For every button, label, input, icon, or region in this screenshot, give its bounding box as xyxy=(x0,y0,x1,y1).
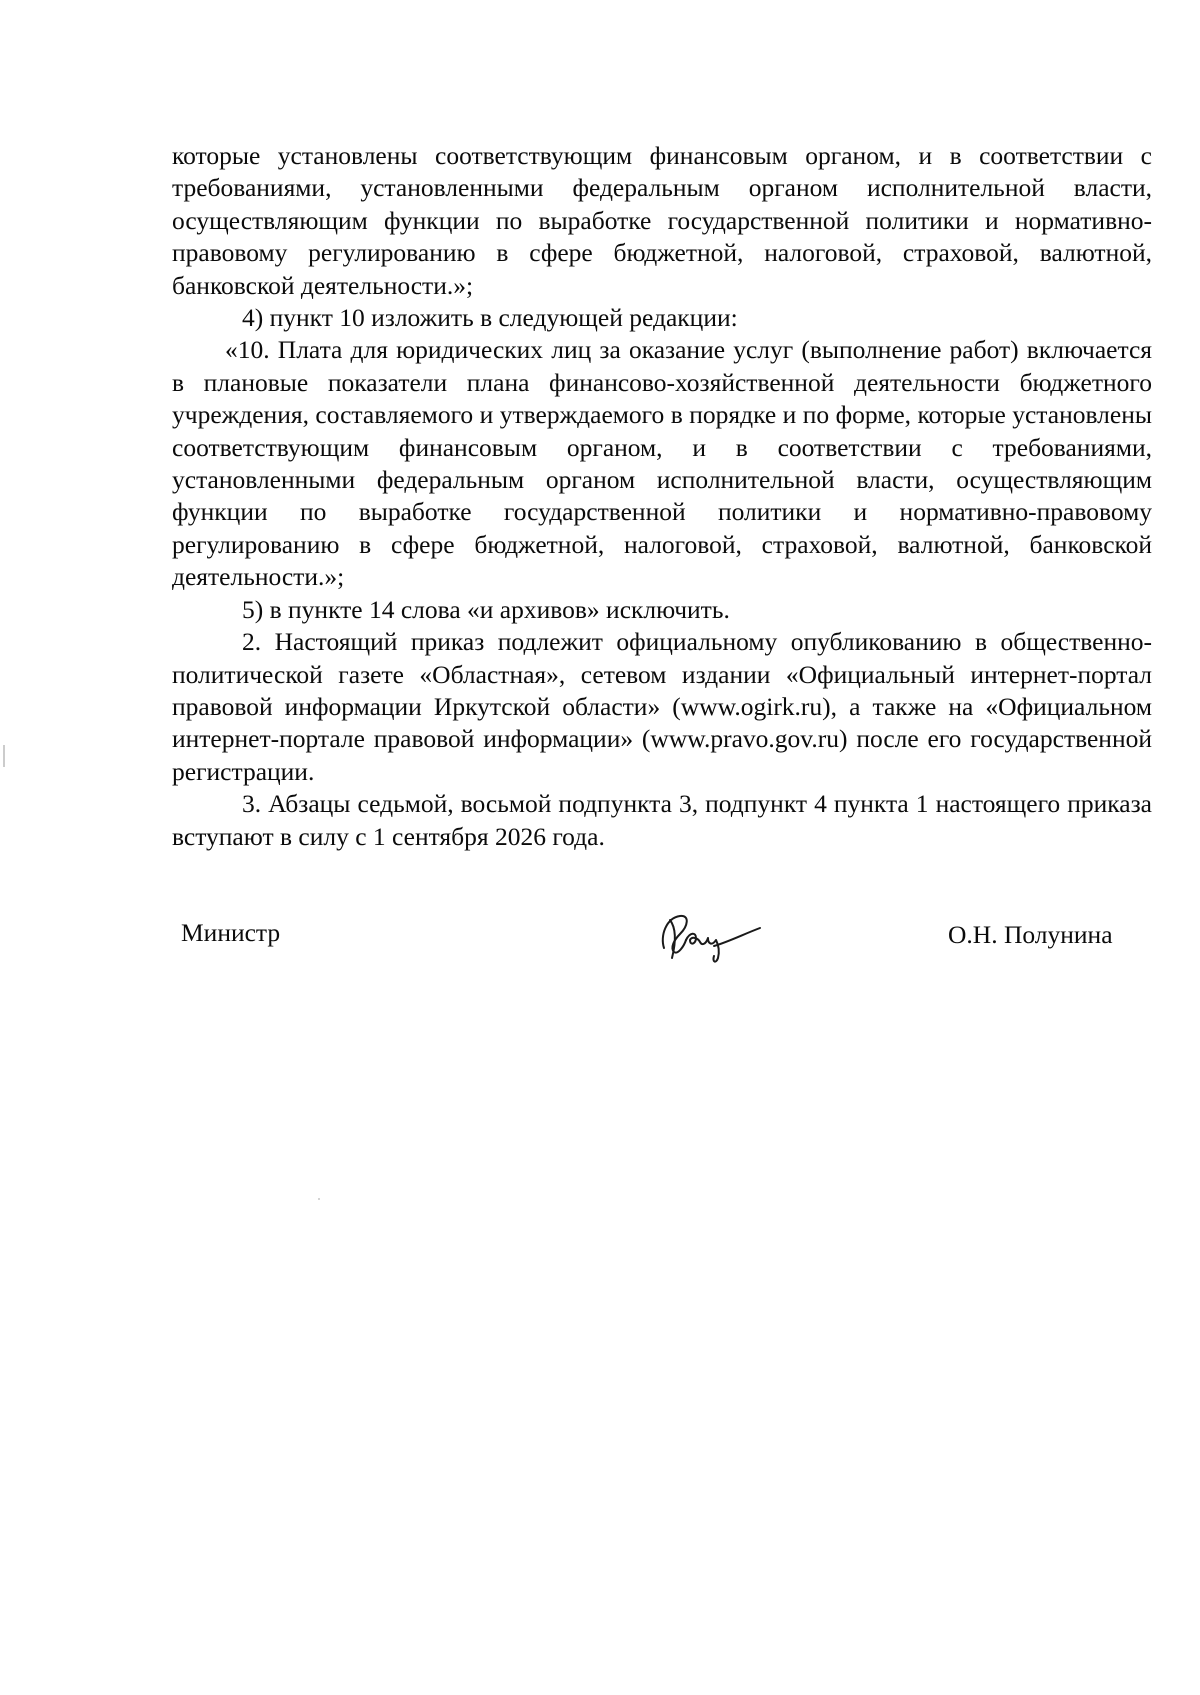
paragraph-item-4: 4) пункт 10 изложить в следующей редакции: xyxy=(242,303,738,333)
paragraph-quoted-point-10: «10. Плата для юридических лиц за оказание услуг (выполнение работ) включается в плановые показатели плана финансово-хозяйственной деятельности бюджетного учреждения, составляемого и утверждаемого в порядке и по форме, которые установлены соответствующим финансовым органом, и в соответствии с требованиями, установленными федеральным органом исполнительной власти, осуществляющим функции по выработке государственной политики и нормативно-правовому регулированию в сфере бюджетной, налоговой, страховой, валютной, банковской деятельности.»; xyxy=(172,335,1152,592)
signatory-name: О.Н. Полунина xyxy=(948,920,1113,949)
scan-speck xyxy=(318,1198,320,1200)
paragraph-point-3: 3. Абзацы седьмой, восьмой подпункта 3, подпункт 4 пункта 1 настоящего приказа вступают в силу с 1 сентября 2026 года. xyxy=(172,789,1152,851)
paragraph-point-2: 2. Настоящий приказ подлежит официальному опубликованию в общественно-политической газете «Областная», сетевом издании «Официальный интернет-портал правовой информации Иркутской области» (www.ogirk.ru), а также на «Официальном интернет-портале правовой информации» (www.pravo.gov.ru) после его государственной регистрации. xyxy=(172,627,1152,786)
scan-edge-mark xyxy=(3,745,5,767)
paragraph-item-5: 5) в пункте 14 слова «и архивов» исключить. xyxy=(242,594,730,624)
paragraph-continuation: которые установлены соответствующим финансовым органом, и в соответствии с требованиями, установленными федеральным органом исполнительной власти, осуществляющим функции по выработке государственной политики и нормативно-правовому регулированию в сфере бюджетной, налоговой, страховой, валютной, банковской деятельности.»; xyxy=(172,141,1152,300)
signature-block xyxy=(0,908,1200,968)
signatory-title: Министр xyxy=(181,918,281,947)
document-body xyxy=(172,140,1152,853)
handwritten-signature xyxy=(650,908,765,968)
